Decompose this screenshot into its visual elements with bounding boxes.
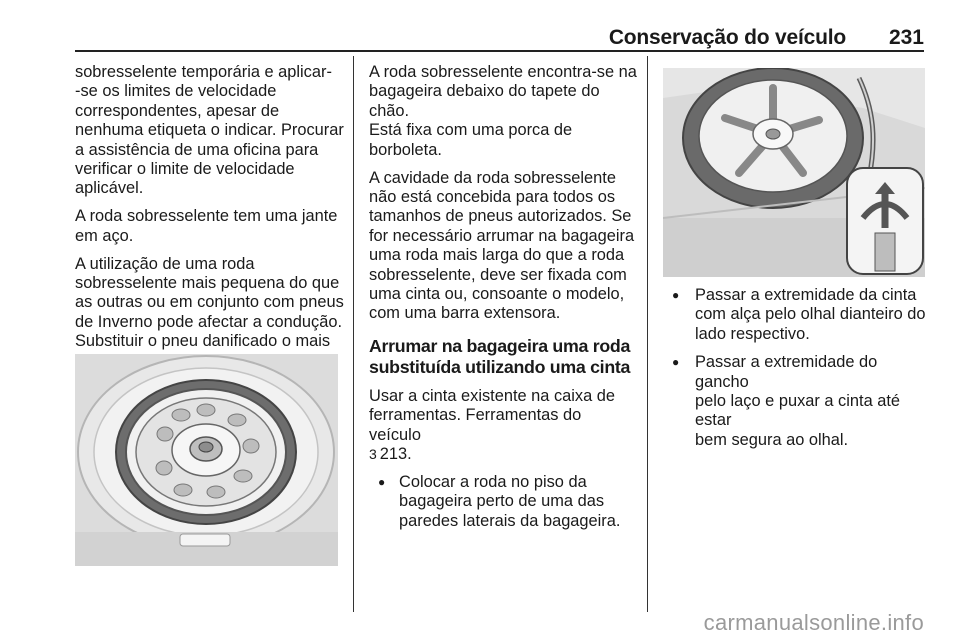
- paragraph: [369, 169, 637, 324]
- list-item: [371, 473, 637, 531]
- watermark: carmanualsonline.info: [703, 610, 924, 635]
- column-1: [75, 63, 345, 380]
- page-reference[interactable]: 213.: [379, 445, 412, 463]
- list-item: [665, 286, 927, 344]
- column-divider-1: [353, 56, 354, 612]
- section-title: Conservação do veículo: [608, 26, 846, 49]
- paragraph: [75, 63, 345, 199]
- page-reference-arrow-icon: 3: [369, 446, 377, 462]
- header-rule: [75, 50, 924, 52]
- list-item-text: Colocar a roda no piso da bagageira perto de uma das paredes laterais da bagageira.: [399, 472, 621, 530]
- paragraph: [75, 207, 345, 246]
- paragraph-text: Usar a cinta existente na caixa de ferramentas. Ferramentas do veículo: [369, 386, 615, 444]
- paragraph-text: A roda sobresselente encontra-se na bagageira debaixo do tapete do chão. Está fixa com uma porca de borboleta.: [369, 63, 637, 159]
- paragraph: [369, 63, 637, 160]
- column-3: [665, 286, 927, 459]
- paragraph-text: A cavidade da roda sobresselente não está concebida para todos os tamanhos de pneus autorizados. Se for necessário arrumar na bagageira uma roda mais larga do que a roda sobresselente, deve ser fixada com uma cinta ou, consoante o modelo, com uma barra extensora.: [369, 168, 635, 323]
- bullet-list: [665, 286, 927, 450]
- paragraph-text: A utilização de uma roda sobresselente mais pequena do que as outras ou em conjunto com pneus de Inverno pode afectar a condução. Substituir o pneu danificado o mais: [75, 254, 344, 351]
- list-item-text: Passar a extremidade da cinta com alça pelo olhal dianteiro do lado respectivo.: [695, 286, 926, 343]
- column-divider-2: [647, 56, 648, 612]
- paragraph-text: A roda sobresselente tem uma jante em aço.: [75, 207, 338, 245]
- column-2: [369, 63, 637, 540]
- paragraph-text: sobresselente temporária e aplicar- -se os limites de velocidade correspondentes, apesar de nenhuma etiqueta o indicar. Procurar a assistência de uma oficina para verificar o limite de velocidade aplicável.: [75, 63, 344, 198]
- strap-fastening-illustration: [663, 68, 925, 277]
- spare-wheel-illustration: [75, 354, 338, 566]
- page-number: 231: [888, 26, 924, 49]
- list-item: [665, 353, 927, 450]
- section-heading: Arrumar na bagageira uma roda substituída utilizando uma cinta: [369, 335, 631, 377]
- paragraph: [369, 387, 637, 465]
- page-header: [75, 26, 924, 52]
- bullet-list: [369, 473, 637, 531]
- list-item-text: Passar a extremidade do gancho pelo laço e puxar a cinta até estar bem segura ao olhal.: [695, 353, 901, 449]
